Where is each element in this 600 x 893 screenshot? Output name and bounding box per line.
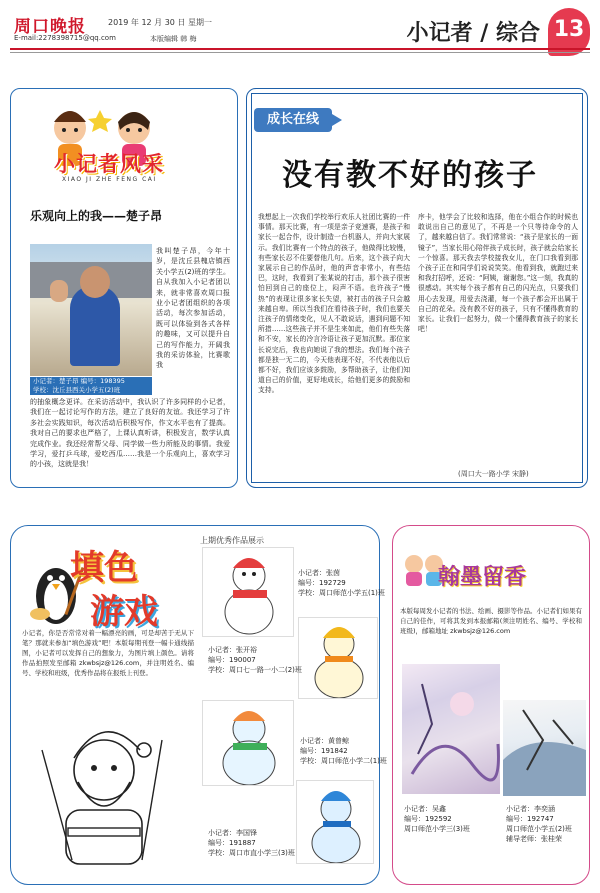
coloring-description: 小记者，你是否常常对着一幅漂亮的画，可是却苦于无从下笔？那就来参加“填色游戏”吧！本版每期刊登一幅卡通线描图，小记者可以发挥自己的想象力，为图片填上颜色。请将作品拍照发至邮箱 zkwbsjz@126.com，并注明姓名、编号、学校和班级，优秀作品将在报纸上刊登。: [22, 629, 194, 677]
essay-body-col1: 我想起上一次我们学校举行欢乐人社团比赛的一件事情。那天比赛，有一项是亲子竞速赛，是孩子和家长一起合作，设计制造一台机器人，并向大家展示。我们比赛有一个特点的孩子，他做得比较慢，有些家长忍不住要替他几句。后来，这个孩子向大家展示自己的作品时，他的声音非常小，有些结巴，这时，我看到了张某说的打击，那个孩子很害怕回到自己的座位上，闷声不语。也许孩子“慢热”的表现让很多家长失望，被打击的孩子只会越来越自卑。所以当我们在看待孩子时，我们也要关注孩子的情绪变化，见人不敢说话，遇到问题不知所措……这些孩子并不是生来如此，他们有些失落和不安，家长的冷言冷语让孩子更加沉默。那位家长说完后，我也向她说了我的想法。我们每个孩子都是独一无二的，今天他表现不好，不代表他以后都不好，我们应该多鼓励，多帮助孩子，让他们知道自己的价值，更好地成长，给他们更多的鼓励和支持。: [258, 213, 410, 395]
artwork-painting-2: [503, 700, 586, 796]
article-body-side: 我叫楚子昂，今年十岁，是沈丘县槐店镇西关小学五(2)班的学生。自从我加入小记者团以来，就非常喜欢周口报业小记者团组织的各项活动，每次参加活动，既可以体验到各式各样的趣味，又可以提升自己的写作能力，开阔我我的采访体验，比赛歌我: [156, 247, 230, 370]
coloring-title-line1: 填色: [70, 548, 138, 588]
art-column-title: 翰墨留香: [438, 564, 527, 590]
section-title: 小记者 / 综合: [406, 20, 540, 46]
column-badge: 成长在线: [254, 108, 332, 132]
artwork-painting-1: [402, 664, 500, 794]
showcase-notice: 上期优秀作品展示: [200, 536, 264, 545]
column-logo-title: 小记者风采: [54, 151, 164, 176]
photo-caption: 小记者：楚子昂 编号：198395 学校：沈丘县西关小学五(2)班: [30, 377, 152, 395]
artwork-caption-2: 小记者：李奕涵 编号：192747 周口师范小学五(2)班 辅导老师：张桂荣: [506, 805, 572, 843]
dateline: 2019 年 12 月 30 日 星期一: [108, 18, 212, 27]
column-logo-pinyin: XIAO JI ZHE FENG CAI: [62, 176, 157, 183]
essay-body-col2: 序卡，他学会了比较和选择，他在小组合作的时候也敢说出自己的意见了，不再是一个只等待命令的人了，越来越自信了。我们常常说：“孩子是家长的一面镜子”，当家长用心陪伴孩子成长时，孩子就会给家长一个惊喜。那天我去学校接我女儿，在门口我看到那个孩子正在和同学们说说笑笑。他看到我，就跑过来和我打招呼，还说：“阿姨，谢谢您。”这一刻，我真的很感动。其实每个孩子都有自己的闪光点，只要我们用心去发现，用爱去浇灌，每一个孩子都会开出属于自己的花朵。没有教不好的孩子，只有不懂得教育的家长。让我们一起努力，做一个懂得教育孩子的家长吧！: [418, 213, 578, 334]
artwork-caption-1: 小记者：吴鑫 编号：192592 周口师范小学三(3)班: [404, 805, 470, 833]
work-caption-3: 小记者：黄曾鲸 编号：191842 学校：周口师范小学二(1)班: [300, 737, 387, 765]
header-rule: [10, 48, 590, 50]
work-caption-1: 小记者：张茵 编号：192729 学校：周口师范小学五(1)班: [298, 569, 385, 597]
work-snowman-2: [298, 617, 378, 699]
essay-title: 没有教不好的孩子: [282, 158, 538, 193]
reporter-photo: [30, 244, 152, 376]
page-number-badge: 13: [548, 8, 590, 56]
masthead: 周口晚报: [14, 17, 86, 37]
header-rule-thin: [10, 52, 590, 53]
email: E-mail:2278398715@qq.com: [14, 34, 116, 42]
editors: 本版编辑 韩 梅: [150, 35, 197, 43]
work-snowman-1: [202, 547, 294, 637]
work-caption-2: 小记者：张开裕 编号：190007 学校：周口七一路一小二(2)班: [208, 646, 302, 674]
work-caption-4: 小记者：李国锋 编号：191887 学校：周口市直小学三(3)班: [208, 829, 295, 857]
article-body-bottom: 的抽象概念更详。在采访活动中，我认识了许多同样的小记者，我们在一起讨论写作的方法，建立了良好的友谊。我还学习了许多社会实践知识，每次活动后积极写作，作文水平也有了提高。我对自己的要求也严格了，上课认真听讲，积极发言，数学认真完成作业。我还经常帮父母、同学做一些力所能及的事情。我爱学习，爱打乒乓球，爱吃西瓜……我是一个乐观向上，喜欢学习的小孩，这就是我！: [30, 398, 230, 469]
work-snowman-4: [296, 780, 374, 864]
coloring-title-line2: 游戏: [90, 592, 158, 632]
article-title: 乐观向上的我——楚子昂: [30, 209, 163, 223]
essay-byline: (周口大一路小学 宋静): [458, 470, 529, 478]
page-header: [0, 0, 600, 70]
work-snowman-3: [202, 700, 294, 786]
art-column-description: 本版每周发小记者的书法、绘画、摄影等作品。小记者们如果有自己的佳作，可将其发到本报邮箱(须注明姓名、编号、学校和班级)，邮箱地址 zkwbsjz@126.com: [400, 607, 582, 635]
santa-line-drawing-icon: [22, 710, 186, 872]
